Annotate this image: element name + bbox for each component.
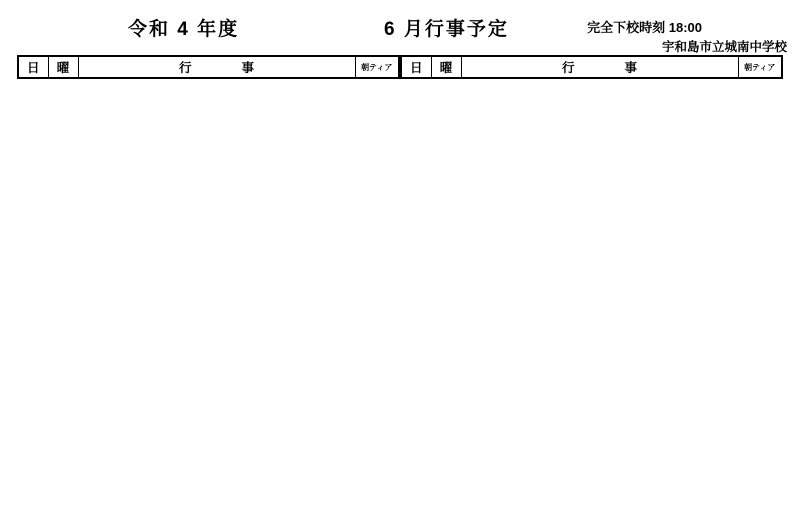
col-header-asatia: 朝ティア [355,56,399,78]
dismissal-time-note: 完全下校時刻 18:00 [587,20,702,35]
col-header-asatia: 朝ティア [738,56,782,78]
col-header-events: 行 事 [78,56,355,78]
fiscal-year-title: 令和 4 年度 [128,19,240,40]
col-header-events: 行 事 [461,56,738,78]
col-header-weekday: 曜 [431,56,461,78]
schedule-tables [17,55,783,79]
col-header-day: 日 [401,56,431,78]
school-name: 宇和島市立城南中学校 [661,40,787,54]
header-row [401,56,782,78]
col-header-day: 日 [18,56,48,78]
col-header-weekday: 曜 [48,56,78,78]
page-title: 6 月行事予定 [384,19,509,40]
schedule-table-left [17,55,400,79]
header-row [18,56,399,78]
schedule-table-right [400,55,783,79]
